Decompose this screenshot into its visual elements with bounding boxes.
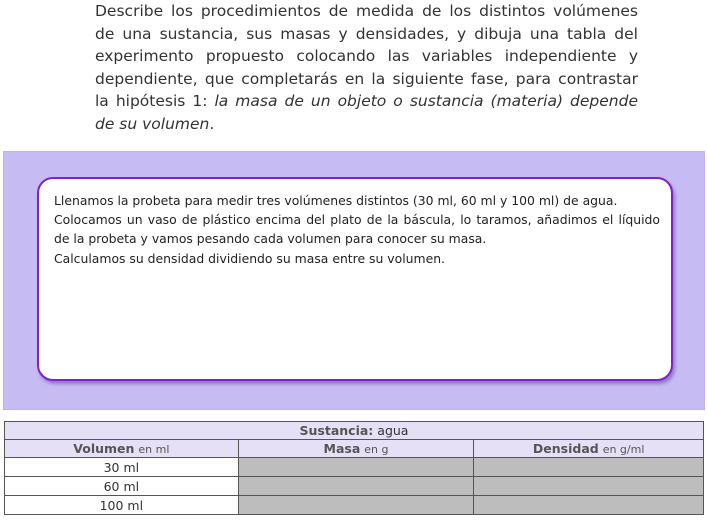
density-input-cell[interactable] <box>474 458 704 477</box>
column-name-volume: Volumen <box>73 441 135 456</box>
mass-input-cell[interactable] <box>238 496 474 515</box>
answer-textarea[interactable] <box>37 177 673 381</box>
table-row <box>5 496 704 515</box>
column-header-volume <box>5 440 239 458</box>
column-unit-density: en g/ml <box>602 443 645 456</box>
instructions-end: . <box>209 114 215 133</box>
substance-label: Sustancia: <box>299 423 374 438</box>
mass-input-cell[interactable] <box>238 477 474 496</box>
column-unit-volume: en ml <box>138 443 170 456</box>
volume-cell: 100 ml <box>5 496 239 515</box>
density-input-cell[interactable] <box>474 496 704 515</box>
table-row <box>5 477 704 496</box>
column-unit-mass: en g <box>364 443 389 456</box>
volume-cell: 30 ml <box>5 458 239 477</box>
column-name-mass: Masa <box>323 441 361 456</box>
column-name-density: Densidad <box>532 441 599 456</box>
table-title <box>5 422 704 440</box>
instructions-main: Describe los procedimientos de medida de los distintos volúmenes de una sustancia, sus masas y densidades, y dibuja una tabla del experimento propuesto colocando las variables independiente y dependiente, que completarás en la siguiente fase, para contrastar la hipótesis 1: <box>95 2 638 110</box>
answer-panel <box>3 151 705 410</box>
mass-input-cell[interactable] <box>238 458 474 477</box>
hypothesis-text: la masa de un objeto o sustancia (materia) depende de su volumen <box>95 92 638 133</box>
instructions-text <box>95 0 638 135</box>
density-input-cell[interactable] <box>474 477 704 496</box>
answer-line-1: Llenamos la probeta para medir tres volúmenes distintos (30 ml, 60 ml y 100 ml) de agua. <box>54 193 618 208</box>
answer-line-2: Colocamos un vaso de plástico encima del plato de la báscula, lo taramos, añadimos el líquido de la probeta y vamos pesando cada volumen para conocer su masa. <box>54 212 660 247</box>
substance-value: agua <box>377 423 409 438</box>
answer-text <box>54 191 660 268</box>
experiment-table <box>4 421 704 515</box>
table-title-row <box>5 422 704 440</box>
volume-cell: 60 ml <box>5 477 239 496</box>
answer-line-3: Calculamos su densidad dividiendo su masa entre su volumen. <box>54 250 445 266</box>
column-header-density <box>474 440 704 458</box>
column-header-mass <box>238 440 474 458</box>
table-row <box>5 458 704 477</box>
table-header-row <box>5 440 704 458</box>
